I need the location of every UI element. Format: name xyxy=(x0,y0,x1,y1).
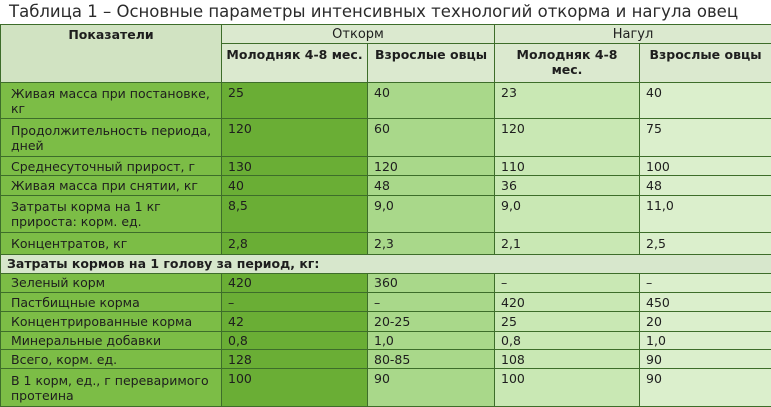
row-label: Зеленый корм xyxy=(1,273,222,292)
col-header-adult-fattening: Взрослые овцы xyxy=(368,44,495,83)
cell-value: 450 xyxy=(640,293,771,312)
cell-value: 128 xyxy=(222,350,368,369)
cell-value: – xyxy=(640,273,771,292)
row-label: Концентратов, кг xyxy=(1,233,222,254)
cell-value: 25 xyxy=(495,312,640,331)
cell-value: 42 xyxy=(222,312,368,331)
cell-value: 420 xyxy=(222,273,368,292)
cell-value: 100 xyxy=(495,369,640,407)
cell-value: 9,0 xyxy=(368,195,495,233)
row-label: Всего, корм. ед. xyxy=(1,350,222,369)
table-row xyxy=(1,293,771,312)
table-row xyxy=(1,350,771,369)
table-row xyxy=(1,119,771,157)
row-label: Концентрированные корма xyxy=(1,312,222,331)
cell-value: 23 xyxy=(495,82,640,119)
cell-value: 0,8 xyxy=(495,331,640,349)
table-row xyxy=(1,82,771,119)
cell-value: 1,0 xyxy=(640,331,771,349)
cell-value: 20 xyxy=(640,312,771,331)
parameters-table xyxy=(0,24,771,407)
cell-value: 25 xyxy=(222,82,368,119)
table-row xyxy=(1,233,771,254)
cell-value: 2,3 xyxy=(368,233,495,254)
col-header-young-fattening: Молодняк 4-8 мес. xyxy=(222,44,368,83)
cell-value: 100 xyxy=(222,369,368,407)
cell-value: – xyxy=(495,273,640,292)
row-label: Живая масса при снятии, кг xyxy=(1,176,222,195)
section-row xyxy=(1,254,771,273)
cell-value: 90 xyxy=(640,350,771,369)
row-label: Пастбищные корма xyxy=(1,293,222,312)
table-title: Таблица 1 – Основные параметры интенсивных технологий откорма и нагула овец xyxy=(0,0,771,24)
cell-value: 40 xyxy=(222,176,368,195)
cell-value: 9,0 xyxy=(495,195,640,233)
col-header-adult-grazing: Взрослые овцы xyxy=(640,44,771,83)
cell-value: 80-85 xyxy=(368,350,495,369)
cell-value: 120 xyxy=(222,119,368,157)
col-header-indicators: Показатели xyxy=(1,25,222,83)
cell-value: 420 xyxy=(495,293,640,312)
cell-value: 2,5 xyxy=(640,233,771,254)
cell-value: 20-25 xyxy=(368,312,495,331)
cell-value: 48 xyxy=(368,176,495,195)
cell-value: 36 xyxy=(495,176,640,195)
cell-value: – xyxy=(368,293,495,312)
cell-value: 0,8 xyxy=(222,331,368,349)
table-row xyxy=(1,176,771,195)
table-row xyxy=(1,331,771,349)
cell-value: 2,1 xyxy=(495,233,640,254)
cell-value: 120 xyxy=(368,157,495,176)
cell-value: 108 xyxy=(495,350,640,369)
cell-value: 8,5 xyxy=(222,195,368,233)
cell-value: 2,8 xyxy=(222,233,368,254)
col-header-grazing: Нагул xyxy=(495,25,771,44)
col-header-fattening: Откорм xyxy=(222,25,495,44)
table-row xyxy=(1,369,771,407)
cell-value: 110 xyxy=(495,157,640,176)
cell-value: 90 xyxy=(640,369,771,407)
row-label: Минеральные добавки xyxy=(1,331,222,349)
cell-value: – xyxy=(222,293,368,312)
cell-value: 1,0 xyxy=(368,331,495,349)
table-row xyxy=(1,273,771,292)
cell-value: 48 xyxy=(640,176,771,195)
cell-value: 360 xyxy=(368,273,495,292)
row-label: Среднесуточный прирост, г xyxy=(1,157,222,176)
table-row xyxy=(1,195,771,233)
cell-value: 100 xyxy=(640,157,771,176)
row-label: Живая масса при постановке, кг xyxy=(1,82,222,119)
cell-value: 40 xyxy=(640,82,771,119)
cell-value: 11,0 xyxy=(640,195,771,233)
header-row-groups xyxy=(1,25,771,44)
cell-value: 75 xyxy=(640,119,771,157)
section-title: Затраты кормов на 1 голову за период, кг: xyxy=(1,254,771,273)
table-row xyxy=(1,157,771,176)
cell-value: 60 xyxy=(368,119,495,157)
cell-value: 120 xyxy=(495,119,640,157)
row-label: Затраты корма на 1 кг прироста: корм. ед. xyxy=(1,195,222,233)
col-header-young-grazing: Молодняк 4-8 мес. xyxy=(495,44,640,83)
cell-value: 130 xyxy=(222,157,368,176)
table-row xyxy=(1,312,771,331)
row-label: В 1 корм, ед., г переваримого протеина xyxy=(1,369,222,407)
cell-value: 40 xyxy=(368,82,495,119)
cell-value: 90 xyxy=(368,369,495,407)
row-label: Продолжительность периода, дней xyxy=(1,119,222,157)
